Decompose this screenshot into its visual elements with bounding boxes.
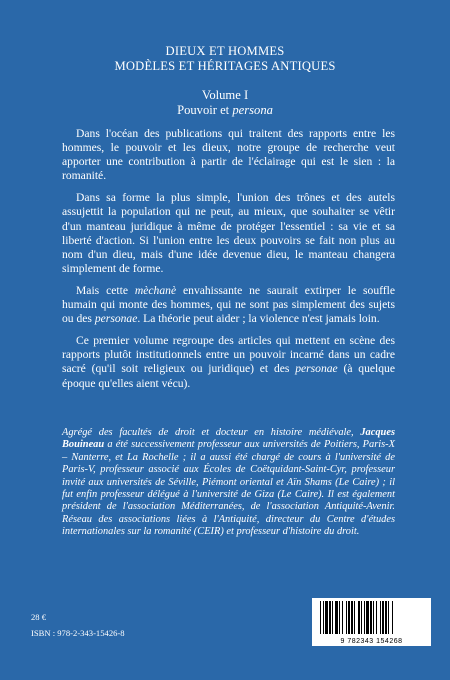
- blurb-text: . La théorie peut aider ; la violence n'est jamais loin.: [137, 312, 380, 326]
- bio-text: a été successivement professeur aux universités de Poitiers, Paris-X – Nanterre, et La Rochelle ; il a aussi été chargé de cours à l'université de Paris-V, professeur associé aux Écoles de Coëtquidant-Saint-Cyr, professeur invité aux universités de Séville, Piémont oriental et Aïn Shams (Le Caire) ; il fut enfin professeur délégué à l'université de Giza (Le Caire). Il est également président de l'association Méditerranées, de l'association Antiquité-Avenir. Réseau des associations liées à l'Antiquité, directeur du Centre d'études internationales sur la romanité (CEIR) et professeur d'histoire du droit.: [62, 439, 395, 538]
- author-bio: [62, 427, 395, 539]
- blurb-paragraph-1: Dans l'océan des publications qui traitent des rapports entre les hommes, le pouvoir et les dieux, notre groupe de recherche veut apporter une contribution à partir de l'éclairage qui est le sien : la romanité.: [62, 127, 395, 183]
- blurb-text: Ce premier volume regroupe des articles qui mettent en scène des rapports plutôt institutionnels entre un pouvoir incarné dans un cadre sacré (qu'il soit religieux ou juridique) et des: [62, 334, 395, 376]
- blurb-text: envahissante ne saurait extirper le souffle humain qui monte des hommes, qui ne sont pas simplement des sujets ou des: [62, 283, 396, 326]
- blurb-text: Mais cette: [76, 283, 135, 297]
- book-subtitle: [0, 103, 450, 118]
- subtitle-italic: persona: [232, 103, 273, 117]
- series-subtitle: MODÈLES ET HÉRITAGES ANTIQUES: [114, 59, 336, 73]
- blurb: [62, 127, 395, 399]
- isbn: ISBN : 978-2-343-15426-8: [31, 628, 125, 638]
- volume-label: Volume I: [201, 88, 249, 102]
- blurb-paragraph-4: [62, 334, 395, 390]
- blurb-paragraph-2: Dans sa forme la plus simple, l'union des trônes et des autels assujettit la population qui ne peut, au mieux, que souhaiter se vêtir d'un manteau juridique à même de protéger l'essentiel : sa vie et sa liberté d'action. Si l'union entre les deux pouvoirs se fait non plus au nom d'un dieu, mais d'une idée devenue dieu, le manteau changera simplement de forme.: [62, 191, 395, 275]
- blurb-text: (à quelque époque qu'elles aient vécu).: [62, 362, 395, 390]
- blurb-italic: mèchanè: [134, 283, 177, 297]
- series-title: DIEUX ET HOMMES: [165, 44, 285, 58]
- blurb-paragraph-3: [62, 284, 395, 326]
- bio-text: Agrégé des facultés de droit et docteur en histoire médiévale,: [62, 427, 361, 438]
- author-name: Jacques Bouineau: [62, 427, 395, 451]
- subtitle-plain: Pouvoir et: [177, 103, 233, 117]
- cover-header: [0, 44, 450, 118]
- barcode-bars: [312, 598, 431, 638]
- barcode: [312, 598, 431, 646]
- barcode-number: 9 782343 154268: [340, 638, 403, 645]
- blurb-italic: personae: [94, 312, 138, 326]
- price: 28 €: [31, 612, 47, 622]
- blurb-italic: personae: [295, 362, 338, 376]
